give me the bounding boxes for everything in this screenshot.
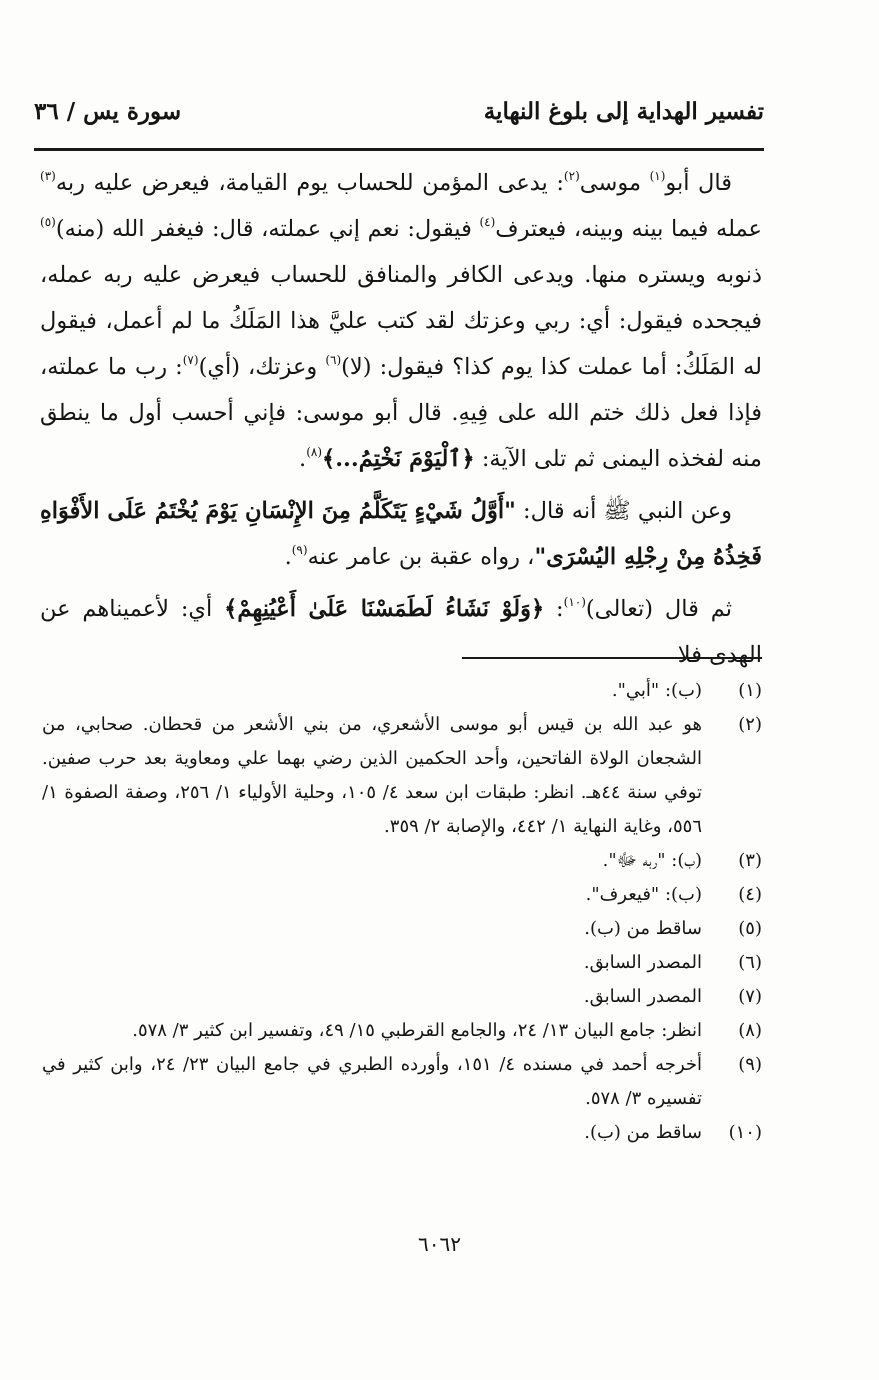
footnote-7 — [42, 980, 762, 1014]
footnote-text: ساقط من (ب). — [584, 918, 702, 939]
footnote-ref: (٢) — [563, 169, 580, 183]
text-run: قال أبو — [665, 170, 733, 196]
text-run: . — [299, 446, 307, 472]
footnote-text: أخرجه أحمد في مسنده ٤/ ١٥١، وأورده الطبري في جامع البيان ٢٣/ ٢٤، وابن كثير في تفسيره ٣/ ٥٧٨. — [42, 1054, 702, 1109]
footnotes-list — [42, 674, 762, 1150]
quran-quote: ﴿ٱلْيَوْمَ نَخْتِمُ...﴾ — [322, 446, 475, 472]
text-run: : يدعى المؤمن للحساب يوم القيامة، فيعرض عليه ربه — [55, 170, 564, 196]
footnote-ref: (٥) — [40, 215, 56, 229]
text-run: . — [284, 544, 292, 570]
book-title: تفسير الهداية إلى بلوغ النهاية — [483, 98, 764, 125]
text-run: عمله فيما بينه وبينه، فيعترف — [495, 216, 762, 242]
footnote-4 — [42, 878, 762, 912]
footnote-ref: (٤) — [479, 215, 496, 229]
text-run: ، رواه عقبة بن عامر عنه — [307, 544, 535, 570]
footnote-text: هو عبد الله بن قيس أبو موسى الأشعري، من بني الأشعر من قحطان. صحابي، من الشجعان الولاة الفاتحين، وأحد الحكمين الذين رضي بهما علي ومعاوية بعد حرب صفين. توفي سنة ٤٤هـ. انظر: طبقات ابن سعد ٤/ ١٠٥، وحلية الأولياء ١/ ٢٥٦، وصفة الصفوة ١/ ٥٥٦، وغاية النهاية ١/ ٤٤٢، والإصابة ٢/ ٣٥٩. — [42, 714, 702, 837]
footnote-number: (١) — [738, 680, 762, 701]
footnote-number: (٤) — [738, 884, 762, 905]
footnote-10 — [42, 1116, 762, 1150]
footnote-5 — [42, 912, 762, 946]
page-number: ٦٠٦٢ — [418, 1232, 461, 1256]
footnote-number: (٥) — [738, 918, 762, 939]
footnote-text: (ب): "أبي". — [611, 680, 702, 701]
footnote-1 — [42, 674, 762, 708]
text-run: فيقول: نعم إني عملته، قال: فيغفر الله (منه) — [55, 216, 480, 242]
paragraph-2 — [40, 488, 762, 580]
footnote-number: (٢) — [738, 714, 762, 735]
footnote-number: (٧) — [738, 986, 762, 1007]
footnote-ref: (٨) — [306, 445, 323, 459]
footnote-ref: (١) — [649, 169, 666, 183]
footnote-text: انظر: جامع البيان ١٣/ ٢٤، والجامع القرطبي ١٥/ ٤٩، وتفسير ابن كثير ٣/ ٥٧٨. — [132, 1020, 702, 1041]
footnote-9 — [42, 1048, 762, 1116]
footnote-ref: (٧) — [182, 353, 199, 367]
text-run: أي: لأعميناهم عن الهدى فلا — [40, 596, 762, 668]
text-run: : — [544, 596, 564, 622]
footnote-2 — [42, 708, 762, 844]
paragraph-3 — [40, 586, 762, 678]
footnote-text: (ب): "ربه ﷻ". — [602, 850, 702, 871]
footnote-number: (١٠) — [728, 1122, 762, 1143]
footnote-text: (ب): "فيعرف". — [585, 884, 702, 905]
footnote-ref: (١٠) — [563, 595, 586, 609]
paragraph-1 — [40, 160, 762, 482]
text-run: وعزتك، (أي) — [198, 354, 326, 380]
footnote-text: المصدر السابق. — [583, 986, 702, 1007]
surah-label: سورة يس / ٣٦ — [34, 98, 182, 125]
text-run: : رب ما عملته، فإذا فعل ذلك ختم الله على فِيهِ. قال أبو موسى: فإني أحسب أول ما ينطق منه لفخذه اليمنى ثم تلى الآية: — [40, 354, 762, 472]
quran-quote: ﴿وَلَوْ نَشَاءُ لَطَمَسْنَا عَلَىٰ أَعْيُنِهِمْ﴾ — [224, 596, 545, 622]
footnote-8 — [42, 1014, 762, 1048]
footnote-number: (٣) — [738, 850, 762, 871]
footnote-number: (٩) — [738, 1054, 762, 1075]
text-run: موسى — [579, 170, 650, 196]
footnote-number: (٦) — [738, 952, 762, 973]
footnote-ref: (٦) — [325, 353, 342, 367]
text-run: ذنوبه ويستره منها. ويدعى الكافر والمنافق للحساب فيعرض عليه ربه عمله، فيجحده فيقول: أي: ربي وعزتك لقد كتب عليَّ هذا المَلَكُ ما لم أعمل، فيقول له المَلَكُ: أما عملت كذا يوم كذا؟ فيقول: (لا) — [40, 262, 762, 380]
hadith-quote: "أَوَّلُ شَيْءٍ يَتَكَلَّمُ مِنَ الإِنْسَانِ يَوْمَ يُخْتَمُ عَلَى الأَفْوَاهِ فَخِذُهُ مِنْ رِجْلِهِ اليُسْرَى" — [40, 498, 762, 570]
footnote-rule — [462, 657, 762, 659]
footnote-text: المصدر السابق. — [583, 952, 702, 973]
footnote-ref: (٩) — [291, 543, 308, 557]
text-run: وعن النبي ﷺ أنه قال: — [515, 498, 732, 524]
text-run: ثم قال (تعالى) — [585, 596, 732, 622]
header-rule — [34, 148, 764, 151]
main-text — [40, 160, 762, 678]
footnote-6 — [42, 946, 762, 980]
footnote-3 — [42, 844, 762, 878]
footnote-text: ساقط من (ب). — [584, 1122, 702, 1143]
footnote-ref: (٣) — [40, 169, 56, 183]
footnote-number: (٨) — [738, 1020, 762, 1041]
running-header — [34, 98, 764, 138]
